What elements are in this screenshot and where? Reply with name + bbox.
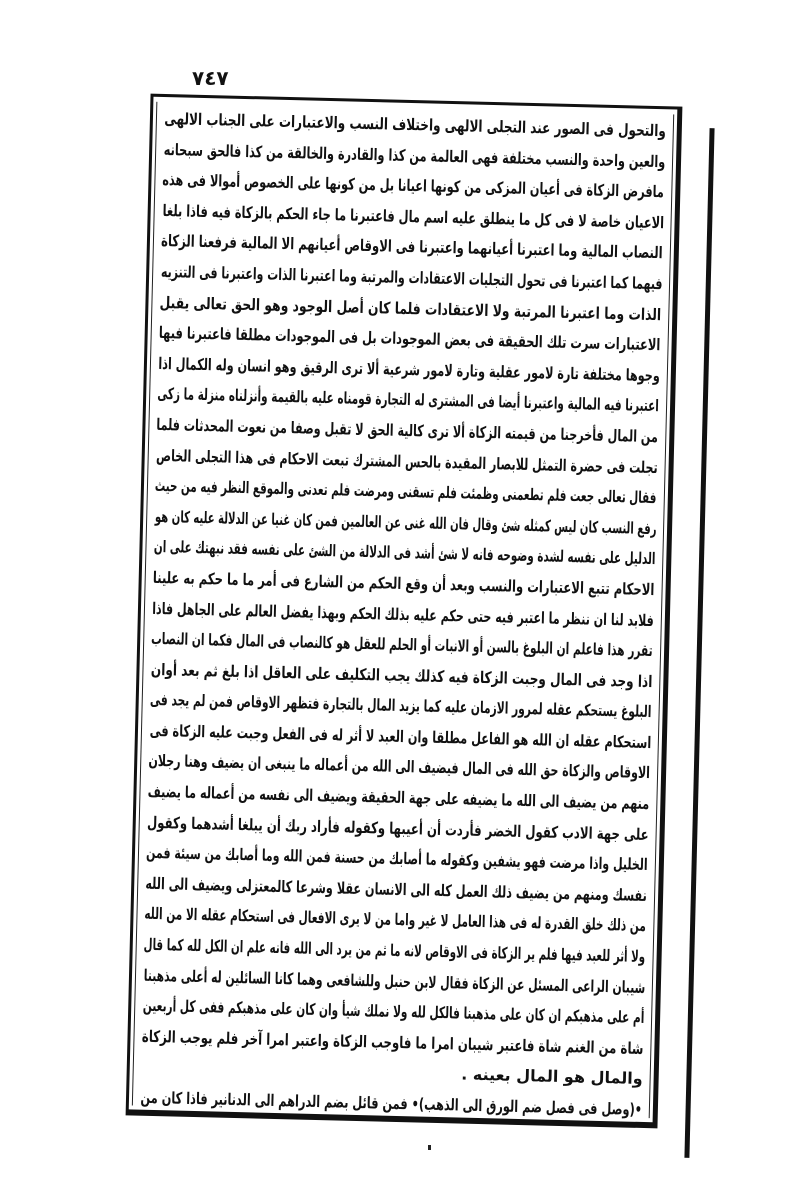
text-line-content: الذات وما اعتبرنا المرتبة ولا الاعتقادات فلما كان أصل الوجود وهو الحق تعالى يقبل <box>159 292 662 324</box>
text-line-content: والتحول فى الصور عند التجلى الالهى واختلاف النسب والاعتبارات على الجناب الالهى <box>164 109 667 141</box>
text-line-content: الاحكام تتبع الاعتبارات والنسب وبعد أن وقع الحكم من الشارع فى أمر ما ما حكم به علينا <box>152 567 655 600</box>
text-line-content: الاعيان خاصة لا فى كل ما ينطلق عليه اسم مال فاعتبرنا ما جاء الحكم بالزكاة فيه فاذا بلغا <box>161 200 664 233</box>
text-line-content: شيبان الراعى المسئل عن الزكاة فقال لابن حنبل وللشافعى وهما كانا السائلين له أعلى مذهبنا <box>143 965 646 997</box>
text-line-content: استحكام عقله ان الله هو الفاعل مطلقا وان العبد لا أثر له فى الفعل وجبت عليه الزكاة فى <box>149 720 652 752</box>
text-line-content: تجلت فى حضرة التمثل للابصار المقيدة بالحس المشترك تبعت الاحكام فى هذا التجلى الخاص <box>155 445 658 477</box>
text-line-content: منهم من يضيف الى الله ما يضيفه على جهة الحقيقة ويضيف الى نفسه من أعماله ما يضيف <box>147 781 650 814</box>
text-line-content: شاة من الغنم شاة فاعتبر شيبان امرا ما فاوجب الزكاة واعتبر امرا آخر فلم يوجب الزكاة <box>141 1026 644 1058</box>
text-line-content: ولا أثر للعبد فيها فلم ير الزكاة فى الاوقاص لانه ما ثم من يرد الى الله فانه علم ان الكل لله كما قال <box>143 934 646 967</box>
text-line-content: فقال تعالى جعت فلم تطعمنى وظمئت فلم تسقنى ومرضت فلم تعدنى والموقع النظر فيه من حيث <box>155 476 658 508</box>
text-line-content: نفسك ومنهم من يضيف ذلك العمل كله الى الانسان عقلا وشرعا كالمعتزلى ويضيف الى الله <box>145 873 648 905</box>
text-line-content: فيهما كما اعتبرنا فى تحول التجليات الاعتقادات والمرتبة وما اعتبرنا الذات واعتبرنا فى التنزيه <box>160 261 663 294</box>
text-line-content: والمال هو المال بعينه . <box>461 1064 643 1089</box>
text-line-content: رفع النسب كان ليس كمثله شئ وقال فان الله غنى عن العالمين فمن كان غنيا عن الدلالة عليه كان هو <box>154 506 657 538</box>
text-line-content: البلوغ يستحكم عقله لمرور الازمان عليه كما يزيد المال بالتجارة فتظهر الاوقاص فمن لم يجد فى <box>149 690 652 722</box>
text-line-content: اذا وجد فى المال وجبت الزكاة فيه كذلك يجب التكليف على العاقل اذا بلغ ثم بعد أوان <box>150 659 653 691</box>
text-line-content: الاوقاص والزكاة حق الله فى المال فيضيف الى الله من أعماله ما ينبغى ان يضيف وهنا رجلان <box>148 751 651 783</box>
text-line-content: فلابد لنا ان ننظر ما اعتبر فيه حتى حكم عليه بذلك الحكم وبهذا يفضل العالم على الجاهل فاذا <box>152 598 655 630</box>
text-line-content: النصاب المالية وما اعتبرنا أعيانهما واعتبرنا فى الاوقاص أعيانهم الا المالية فرفعنا الزكاة <box>161 231 664 263</box>
scan-speck <box>428 1145 431 1150</box>
text-line-content: الخليل واذا مرضت فهو يشفين وكقوله ما أصابك من حسنة فمن الله وما أصابك من سيئة فمن <box>146 843 649 875</box>
text-line-content: أم على مذهبكم ان كان على مذهبنا فالكل لله ولا نملك شيأ وان كان على مذهبكم ففى كل أربعين <box>142 995 645 1028</box>
text-line-content: تقرر هذا فاعلم ان البلوغ بالسن أو الانبات أو الحلم للعقل هو كالنصاب فى المال فكما ان النصاب <box>151 628 654 661</box>
text-line-content: من المال فأخرجنا من قيمته الزكاة ألا ترى كالية الحق لا تقبل وصفا من نعوت المحدثات فلما <box>156 414 659 447</box>
text-line-content: مافرض الزكاة فى أعيان المزكى من كونها اعيانا بل من كونها على الخصوص أموالا فى هذه <box>162 170 665 202</box>
text-line-content: •(وصل فى فصل ضم الورق الى الذهب)• فمن قائل بضم الدراهم الى الدنانير فاذا كان من <box>140 1087 643 1119</box>
text-line-content: وجوها مختلفة تارة لامور عقلية وتارة لامور شرعية ألا ترى الرقيق وهو انسان وله الكمال اذا <box>158 353 661 385</box>
text-line-content: من ذلك خلق القدرة له فى هذا العامل لا غير واما من لا يرى الافعال فى استحكام عقله الا من الله <box>144 904 647 936</box>
page-number: ٧٤٧ <box>192 66 229 90</box>
text-line-content: على جهة الادب كقول الخضر فأردت أن أعيبها وكقوله فأراد ربك أن يبلغا أشدهما وكقول <box>146 812 649 844</box>
body-text <box>140 104 667 1126</box>
outer-rule <box>684 128 714 1158</box>
text-line-content: الدليل على نفسه لشدة وضوحه فانه لا شئ أشد فى الدلالة من الشئ على نفسه فقد نبهتك على ان <box>153 537 656 569</box>
text-frame <box>126 94 683 1129</box>
text-line-content: الاعتبارات سرت تلك الحقيقة فى بعض الموجودات بل فى الموجودات مطلقا فاعتبرنا فيها <box>158 323 661 355</box>
text-line-content: والعين واحدة والنسب مختلفة فهى العالمة من كذا والقادرة والخالقة من كذا فالحق سبحانه <box>163 139 666 171</box>
text-line-content: اعتبرنا فيه المالية واعتبرنا أيضا فى المشترى له التجارة قومناه عليه بالقيمة وأنزلناه منزلة ما زكى <box>157 384 660 416</box>
